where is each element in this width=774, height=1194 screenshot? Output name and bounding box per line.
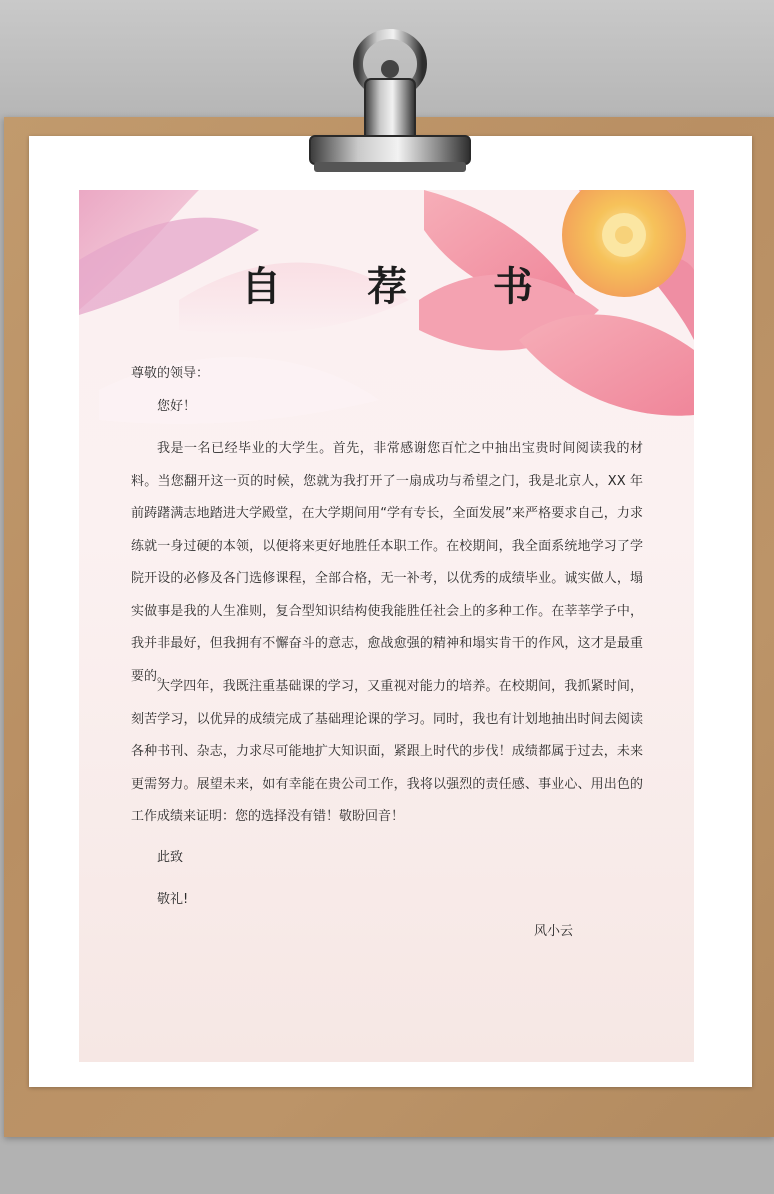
body-paragraph-2: 大学四年，我既注重基础课的学习，又重视对能力的培养。在校期间，我抓紧时间，刻苦学习，以优异的成绩完成了基础理论课的学习。同时，我也有计划地抽出时间去阅读各种书刊、杂志，力求尽可能地扩大知识面，紧跟上时代的步伐！成绩都属于过去，未来更需努力。展望未来，如有幸能在贵公司工作，我将以强烈的责任感、事业心、用出色的工作成绩来证明：您的选择没有错！敬盼回音！ bbox=[131, 679, 643, 824]
salutation: 尊敬的领导： bbox=[131, 366, 210, 381]
body-paragraph-1: 我是一名已经毕业的大学生。首先，非常感谢您百忙之中抽出宝贵时间阅读我的材料。当您翻开这一页的时候，您就为我打开了一扇成功与希望之门，我是北京人，XX 年前踌躇满志地踏进大学殿堂，在大学期间用“学有专长，全面发展”来严格要求自己，力求练就一身过硬的本领，以便将来更好地胜任本职工作。在校期间，我全面系统地学习了学院开设的必修及各门选修课程，全部合格，无一补考，以优秀的成绩毕业。诚实做人，塌实做事是我的人生准则，复合型知识结构使我能胜任社会上的多种工作。在莘莘学子中，我并非最好，但我拥有不懈奋斗的意志，愈战愈强的精神和塌实肯干的作风，这才是最重要的。 bbox=[131, 441, 643, 684]
binder-clip-icon bbox=[300, 24, 480, 179]
signature: 风小云 bbox=[534, 924, 574, 939]
closing-line-1: 此致 bbox=[157, 850, 184, 865]
greeting: 您好！ bbox=[157, 399, 197, 414]
closing-line-2: 敬礼! bbox=[157, 892, 189, 907]
document-title: 自 荐 书 bbox=[241, 263, 569, 310]
